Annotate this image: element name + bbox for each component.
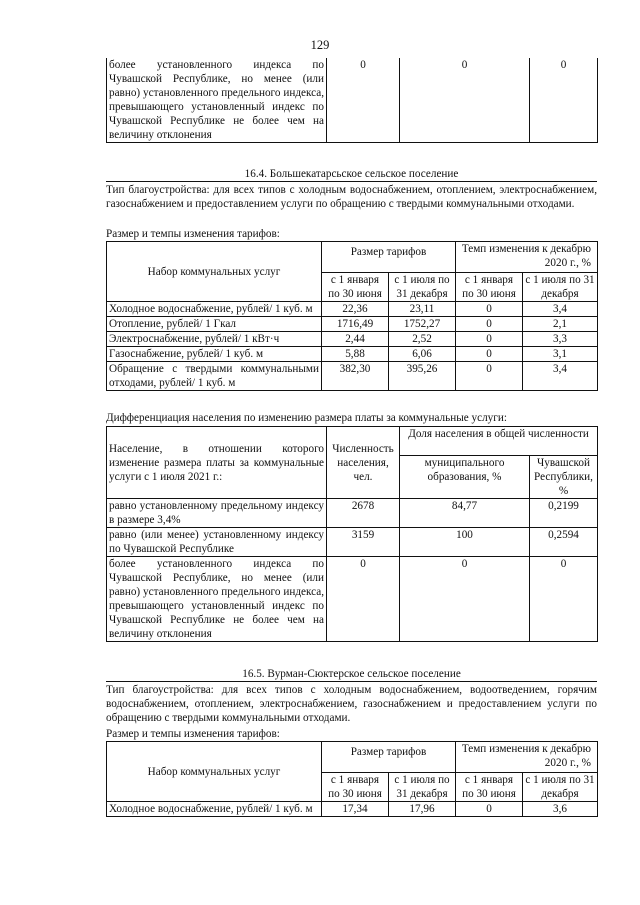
header-jul: с 1 июля по 31 декабря bbox=[523, 273, 598, 302]
rate-jan: 0 bbox=[456, 317, 523, 332]
tariff-jul: 2,52 bbox=[389, 332, 456, 347]
tariff-jan: 5,88 bbox=[322, 347, 389, 362]
header-jul: с 1 июля по 31 декабря bbox=[389, 273, 456, 302]
tariff-jul: 1752,27 bbox=[389, 317, 456, 332]
tariff-jan: 17,34 bbox=[322, 802, 389, 817]
population-count-cell: 0 bbox=[327, 557, 400, 642]
rate-jan: 0 bbox=[456, 802, 523, 817]
header-municipal: муниципального образования, % bbox=[400, 456, 530, 499]
rate-jan: 0 bbox=[456, 362, 523, 391]
republic-share-cell: 0,2199 bbox=[530, 499, 598, 528]
population-count-cell: 3159 bbox=[327, 528, 400, 557]
tariff-jul: 395,26 bbox=[389, 362, 456, 391]
tariff-jan: 22,36 bbox=[322, 302, 389, 317]
rate-jan: 0 bbox=[456, 332, 523, 347]
header-republic: Чувашской Республики, % bbox=[530, 456, 598, 499]
population-group-cell: более установленного индекса по Чувашской Республике, но менее (или равно) установленного предельного индекса, превышающего установленный индекс по Чувашской Республике не более чем на величину отклонения bbox=[107, 557, 327, 642]
tariff-jan: 382,30 bbox=[322, 362, 389, 391]
header-tariff-size: Размер тарифов bbox=[322, 242, 456, 273]
population-count-cell: 0 bbox=[327, 58, 400, 143]
improvement-type-text: Тип благоустройства: для всех типов с холодным водоснабжением, водоотведением, горячим водоснабжением, отоплением, электроснабжением, газоснабжением и предоставлением услуги по обращению с твердыми коммунальными отходами. bbox=[106, 684, 597, 724]
page-number: 129 bbox=[310, 38, 330, 52]
population-group-cell: более установленного индекса по Чувашской Республике, но менее (или равно) установленного предельного индекса, превышающего установленный индекс по Чувашской Республике не более чем на величину отклонения bbox=[107, 58, 327, 143]
table-row bbox=[107, 332, 598, 347]
municipal-share-cell: 100 bbox=[400, 528, 530, 557]
rate-jul: 3,4 bbox=[523, 302, 598, 317]
table-row bbox=[107, 58, 598, 143]
table-row bbox=[107, 802, 598, 817]
tariff-table bbox=[106, 741, 597, 817]
differentiation-heading: Дифференциация населения по изменению размера платы за коммунальные услуги: bbox=[106, 412, 507, 424]
rate-jan: 0 bbox=[456, 302, 523, 317]
service-name: Холодное водоснабжение, рублей/ 1 куб. м bbox=[107, 302, 322, 317]
tariff-jul: 23,11 bbox=[389, 302, 456, 317]
republic-share-cell: 0 bbox=[530, 557, 598, 642]
tariffs-heading: Размер и темпы изменения тарифов: bbox=[106, 228, 280, 240]
republic-share-cell: 0,2594 bbox=[530, 528, 598, 557]
table-row bbox=[107, 499, 598, 528]
header-service: Набор коммунальных услуг bbox=[107, 242, 322, 302]
top-continuation-table bbox=[106, 58, 597, 143]
table-row bbox=[107, 347, 598, 362]
service-name: Газоснабжение, рублей/ 1 куб. м bbox=[107, 347, 322, 362]
header-jul: с 1 июля по 31 декабря bbox=[523, 773, 598, 802]
header-jan: с 1 января по 30 июня bbox=[322, 773, 389, 802]
tariff-table bbox=[106, 241, 597, 391]
service-name: Холодное водоснабжение, рублей/ 1 куб. м bbox=[107, 802, 322, 817]
municipal-share-cell: 84,77 bbox=[400, 499, 530, 528]
header-jan: с 1 января по 30 июня bbox=[456, 273, 523, 302]
tariff-jan: 1716,49 bbox=[322, 317, 389, 332]
population-group-cell: равно (или менее) установленному индексу по Чувашской Республике bbox=[107, 528, 327, 557]
republic-share-cell: 0 bbox=[530, 58, 598, 143]
section-title: 16.4. Большекатарсьское сельское поселение bbox=[106, 167, 597, 182]
service-name: Электроснабжение, рублей/ 1 кВт·ч bbox=[107, 332, 322, 347]
population-count-cell: 2678 bbox=[327, 499, 400, 528]
rate-jan: 0 bbox=[456, 347, 523, 362]
header-jan: с 1 января по 30 июня bbox=[322, 273, 389, 302]
header-share: Доля населения в общей численности bbox=[400, 427, 598, 456]
table-header-row bbox=[107, 427, 598, 456]
header-service: Набор коммунальных услуг bbox=[107, 742, 322, 802]
table-row bbox=[107, 557, 598, 642]
table-row bbox=[107, 317, 598, 332]
service-name: Отопление, рублей/ 1 Гкал bbox=[107, 317, 322, 332]
rate-jul: 3,3 bbox=[523, 332, 598, 347]
table-row bbox=[107, 362, 598, 391]
header-population: Население, в отношении которого изменение размера платы за коммунальные услуги с 1 июля 2021 г.: bbox=[107, 427, 327, 499]
table-header-row bbox=[107, 742, 598, 773]
municipal-share-cell: 0 bbox=[400, 557, 530, 642]
header-jul: с 1 июля по 31 декабря bbox=[389, 773, 456, 802]
rate-jul: 3,6 bbox=[523, 802, 598, 817]
tariffs-heading: Размер и темпы изменения тарифов: bbox=[106, 728, 280, 740]
header-change-rate: Темп изменения к декабрю 2020 г., % bbox=[456, 242, 598, 273]
tariff-jul: 6,06 bbox=[389, 347, 456, 362]
tariff-jan: 2,44 bbox=[322, 332, 389, 347]
population-group-cell: равно установленному предельному индексу в размере 3,4% bbox=[107, 499, 327, 528]
table-row bbox=[107, 302, 598, 317]
rate-jul: 3,1 bbox=[523, 347, 598, 362]
section-title: 16.5. Вурман-Сюктерское сельское поселение bbox=[106, 667, 597, 682]
header-jan: с 1 января по 30 июня bbox=[456, 773, 523, 802]
rate-jul: 2,1 bbox=[523, 317, 598, 332]
service-name: Обращение с твердыми коммунальными отходами, рублей/ 1 куб. м bbox=[107, 362, 322, 391]
rate-jul: 3,4 bbox=[523, 362, 598, 391]
municipal-share-cell: 0 bbox=[400, 58, 530, 143]
table-header-row bbox=[107, 242, 598, 273]
header-count: Численность населения, чел. bbox=[327, 427, 400, 499]
differentiation-table bbox=[106, 426, 597, 642]
improvement-type-text: Тип благоустройства: для всех типов с холодным водоснабжением, отоплением, электроснабжением, газоснабжением и предоставлением услуги по обращению с твердыми коммунальными отходами. bbox=[106, 184, 597, 210]
header-tariff-size: Размер тарифов bbox=[322, 742, 456, 773]
table-row bbox=[107, 528, 598, 557]
header-change-rate: Темп изменения к декабрю 2020 г., % bbox=[456, 742, 598, 773]
tariff-jul: 17,96 bbox=[389, 802, 456, 817]
